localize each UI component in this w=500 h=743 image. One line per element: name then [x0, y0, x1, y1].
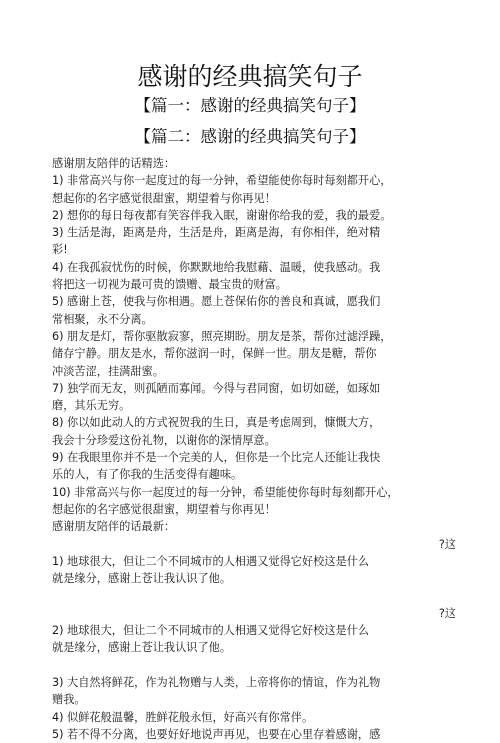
list-item: [52, 605, 472, 674]
list-item: 6) 朋友是灯，帮你驱散寂寥，照亮期盼。朋友是茶，帮你过滤浮躁， 储存宁静。朋友是水，帮你滋润一时，保鲜一世。朋友是糖，帮你 冲淡苦涩，挂满甜蜜。: [52, 329, 392, 378]
list-item: 2) 想你的每日每夜都有笑容伴我入眠，谢谢你给我的爱，我的最爱。: [52, 208, 392, 222]
page-title: 感谢的经典搞笑句子: [137, 62, 363, 91]
list-item: [52, 536, 472, 605]
list-item: 8) 你以如此动人的方式祝贺我的生日，真是考虑周到，慷慨大方， 我会十分珍爱这份礼物，以谢你的深情厚意。: [52, 416, 381, 447]
list-item: 7) 独学而无友，则孤陋而寡闻。今得与君同窗，如切如磋，如琢如 磨，其乐无穷。: [52, 381, 381, 413]
document-body: [52, 155, 472, 743]
trailing-mark: ?这: [438, 537, 456, 551]
list-item: 9) 在我眼里你并不是一个完美的人，但你是一个比完人还能让我快 乐的人，有了你我的生活变得有趣味。: [52, 451, 381, 482]
section-heading-2: 【篇二：感谢的经典搞笑句子】: [134, 127, 366, 146]
list-item-text: 1) 地球很大，但让二个不同城市的人相遇又觉得它好校这是什么 就是缘分，感谢上苍让我认识了他。: [52, 554, 370, 586]
list-item: 3) 大自然将鲜花，作为礼物赠与人类，上帝将你的情谊，作为礼物 赠我。: [52, 675, 381, 707]
list-item: 10) 非常高兴与你一起度过的每一分钟，希望能使你每时每刻都开心， 想起你的名字感觉很甜蜜，期望着与你再见！: [52, 485, 399, 516]
section-heading-1: 【篇一：感谢的经典搞笑句子】: [134, 96, 366, 115]
trailing-mark: ?这: [438, 606, 456, 620]
list-item: 5) 若不得不分离，也要好好地说声再见，也要在心里存着感谢，感: [52, 727, 381, 741]
list-item-text: 2) 地球很大，但让二个不同城市的人相遇又觉得它好校这是什么 就是缘分，感谢上苍让我认识了他。: [52, 624, 370, 655]
section-label: 感谢朋友陪伴的话精选：: [52, 157, 176, 170]
list-item: 4) 在我孤寂忧伤的时候，你默默地给我慰藉、温暖，使我感动。我 将把这一切视为最可贵的馈赠、最宝贵的财富。: [52, 260, 381, 292]
section-label: 感谢朋友陪伴的话最新：: [52, 520, 176, 534]
list-item: 3) 生活是海，距离是舟，生活是舟，距离是海，有你相伴，绝对精 彩!: [52, 226, 381, 257]
list-item: 1) 非常高兴与你一起度过的每一分钟，希望能使你每时每刻都开心， 想起你的名字感觉很甜蜜，期望着与你再见！: [52, 174, 392, 205]
list-item: 4) 似鲜花般温馨，胜鲜花般永恒，好高兴有你常伴。: [52, 710, 314, 724]
list-item: 5) 感谢上苍，使我与你相遇。愿上苍保佑你的善良和真诚，愿我们 常相聚，永不分离。: [52, 295, 381, 326]
